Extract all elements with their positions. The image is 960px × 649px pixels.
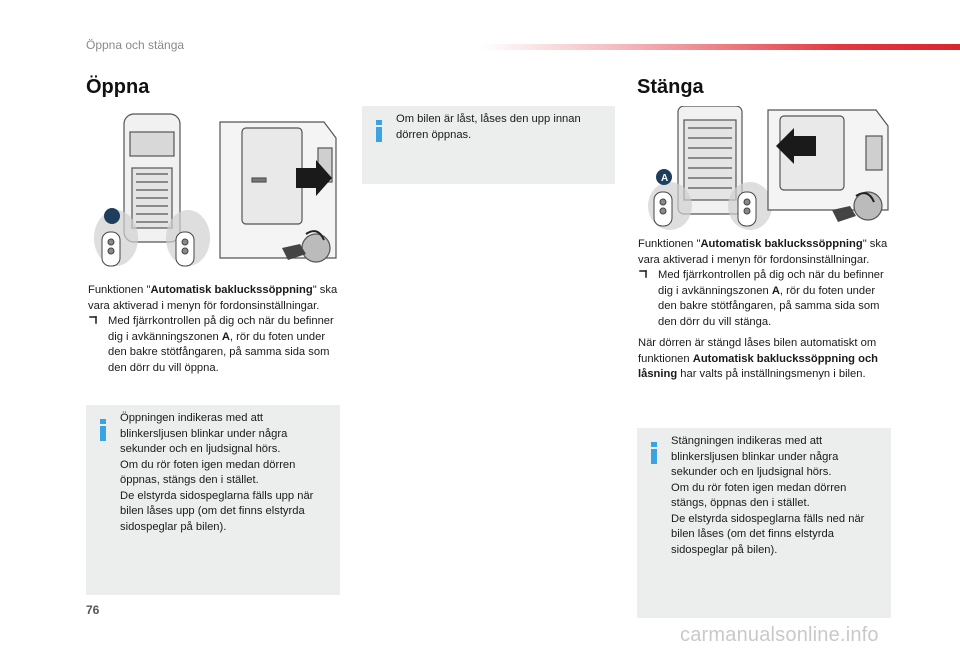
close-bullet-pre: Med fjärrkontrollen på dig och när du befinner dig i avkänningszonen — [658, 269, 884, 297]
page-number: 76 — [86, 603, 100, 617]
header-accent-bar — [480, 44, 960, 50]
bullet-arrow-icon — [89, 316, 97, 324]
close-info-line: Om du rör foten igen medan dörren stängs, öppnas den i stället. — [671, 481, 847, 509]
info-icon — [372, 120, 386, 142]
callout-a-marker — [104, 208, 120, 224]
close-intro-bold: Automatisk bakluckssöppning — [700, 238, 863, 250]
close-callout-label: A — [661, 173, 669, 184]
open-intro-post: " ska vara aktiverad i menyn för fordonsinställningar. — [88, 284, 338, 312]
open-info-box — [86, 405, 340, 595]
van-side-view — [768, 110, 888, 220]
info-icon — [96, 419, 110, 441]
close-bullet-bold: A — [771, 284, 780, 297]
open-info-line: De elstyrda sidospeglarna fälls upp när bilen låses upp (om det finns elstyrda sidospeglar på bilen). — [120, 489, 314, 533]
open-bullet-bold: A — [221, 330, 230, 343]
watermark: carmanualsonline.info — [680, 624, 879, 646]
open-info-line: Om du rör foten igen medan dörren öppnas, stängs den i stället. — [120, 458, 296, 486]
close-auto-lock-bold: Automatisk bakluckssöppning och låsning — [638, 352, 878, 380]
open-bullet — [88, 314, 342, 376]
close-info-text — [671, 434, 883, 558]
open-intro — [88, 283, 342, 376]
info-icon — [647, 442, 661, 464]
close-illustration — [640, 106, 892, 232]
running-header: Öppna och stänga — [86, 38, 185, 52]
open-info-text — [120, 411, 332, 535]
open-illustration — [92, 108, 342, 278]
bullet-arrow-icon — [639, 270, 647, 278]
close-info-line: Stängningen indikeras med att blinkersljusen blinkar under några sekunder och en ljudsignal hörs. — [671, 435, 839, 478]
open-bullet-pre: Med fjärrkontrollen på dig och när du befinner dig i avkänningszonen — [108, 315, 334, 343]
close-info-line: De elstyrda sidospeglarna fälls ned när bilen låses (om det finns elstyrda sidospeglar på bilen). — [671, 512, 865, 556]
close-section-title: Stänga — [637, 76, 704, 98]
open-section-title: Öppna — [86, 76, 150, 98]
close-auto-lock-pre: När dörren är stängd låses bilen automatiskt om funktionen — [638, 337, 877, 365]
open-callout-label: A — [202, 210, 210, 221]
open-info-line: Öppningen indikeras med att blinkersljusen blinkar under några sekunder och en ljudsignal hörs. — [120, 412, 288, 455]
open-bullet-post: , rör du foten under den bakre stötfångaren, på samma sida som den dörr du vill öppna. — [108, 330, 330, 374]
unlock-info-box — [362, 106, 615, 184]
open-intro-bold: Automatisk bakluckssöppning — [150, 284, 313, 296]
close-bullet-post: , rör du foten under den bakre stötfångaren, på samma sida som den dörr du vill stänga. — [658, 284, 880, 328]
close-intro-pre: Funktionen " — [638, 238, 701, 250]
open-intro-pre: Funktionen " — [88, 284, 151, 296]
close-intro — [638, 237, 892, 383]
close-auto-lock-post: har valts på inställningsmenyn i bilen. — [677, 368, 866, 380]
close-auto-lock — [638, 336, 892, 383]
close-intro-post: " ska vara aktiverad i menyn för fordonsinställningar. — [638, 238, 888, 266]
close-bullet — [638, 268, 892, 330]
unlock-info-text: Om bilen är låst, låses den upp innan dörren öppnas. — [396, 113, 581, 141]
close-info-box — [637, 428, 891, 618]
